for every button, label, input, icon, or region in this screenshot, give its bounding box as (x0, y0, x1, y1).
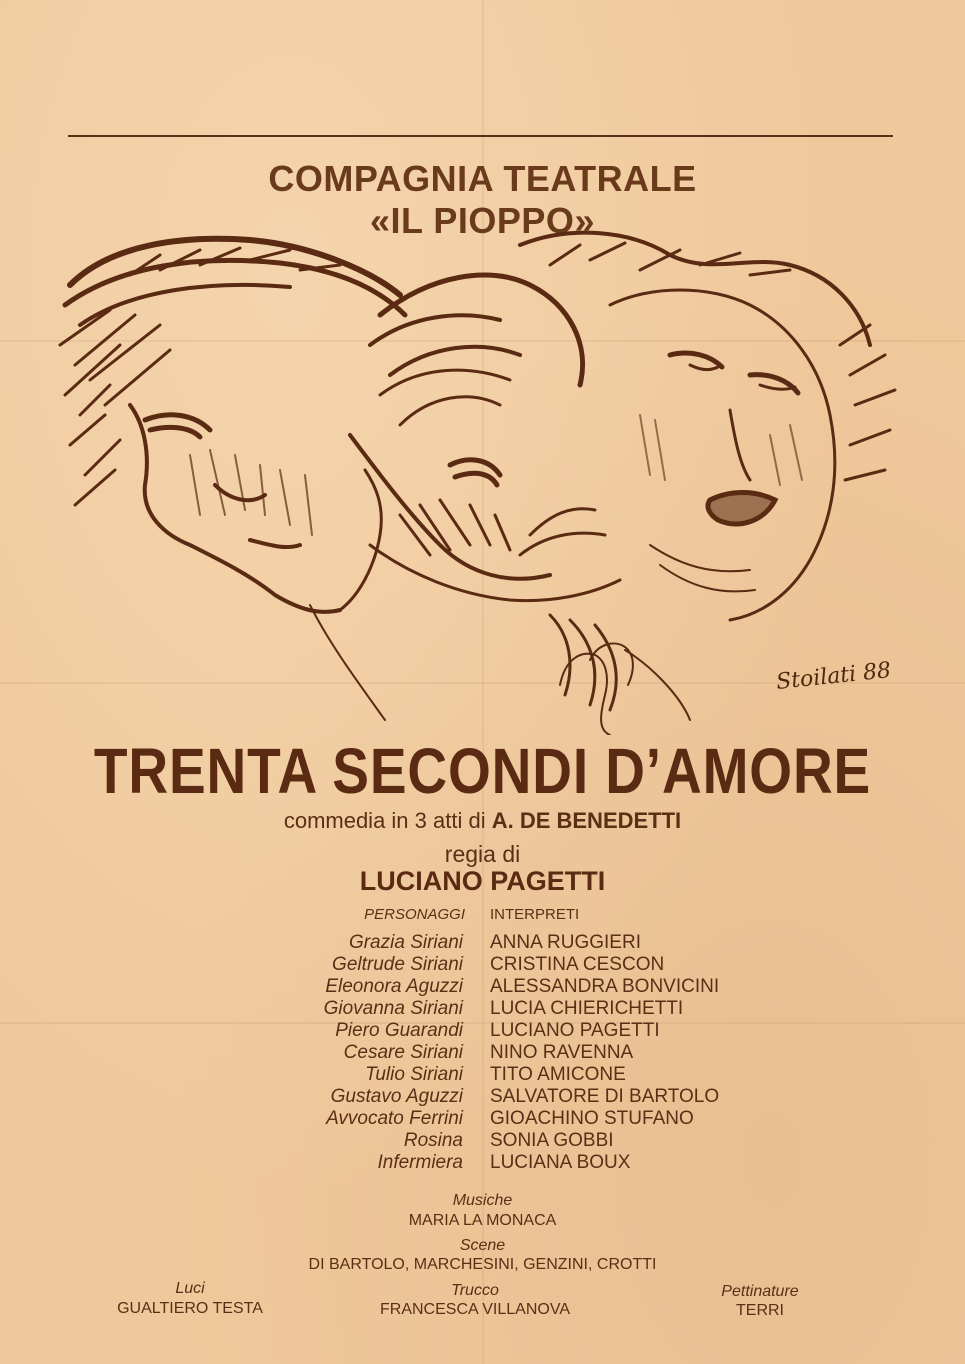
cast-row (0, 1108, 965, 1130)
cast-row (0, 1086, 965, 1108)
subtitle-prefix: commedia in 3 atti di (283, 808, 492, 833)
hair-credit: TERRI (736, 1302, 784, 1319)
top-rule (68, 135, 893, 137)
artist-signature: Stoilati 88 (775, 658, 893, 695)
makeup-label: Trucco (451, 1282, 499, 1299)
cast-row (0, 1064, 965, 1086)
character-name: Gustavo Aguzzi (330, 1086, 463, 1107)
direction-label: regia di (444, 841, 521, 867)
cast-row (0, 932, 965, 954)
character-name: Grazia Siriani (348, 932, 463, 953)
character-name: Giovanna Siriani (323, 998, 463, 1019)
actor-name: NINO RAVENNA (490, 1042, 634, 1063)
hair-label: Pettinature (721, 1283, 799, 1300)
actor-name: TITO AMICONE (490, 1064, 626, 1085)
scenes-credit: DI BARTOLO, MARCHESINI, GENZINI, CROTTI (308, 1256, 657, 1273)
actor-name: SONIA GOBBI (490, 1130, 614, 1151)
cast-header-actors: INTERPRETI (490, 906, 580, 923)
cast-row (0, 1042, 965, 1064)
character-name: Avvocato Ferrini (326, 1108, 463, 1129)
lights-credit: GUALTIERO TESTA (117, 1300, 263, 1317)
character-name: Rosina (403, 1130, 463, 1151)
lights-label: Luci (175, 1280, 205, 1297)
play-title: TRENTA SECONDI D’AMORE (93, 735, 872, 807)
cast-row (0, 976, 965, 998)
cast-row (0, 998, 965, 1020)
character-name: Geltrude Siriani (332, 954, 463, 975)
scenes-label: Scene (459, 1237, 506, 1254)
three-faces-ink-sketch-icon (50, 215, 910, 735)
actor-name: CRISTINA CESCON (490, 954, 665, 975)
play-subtitle (0, 808, 965, 834)
actor-name: ANNA RUGGIERI (490, 932, 641, 953)
character-name: Eleonora Aguzzi (325, 976, 463, 997)
actor-name: LUCIANA BOUX (490, 1152, 631, 1173)
actor-name: GIOACHINO STUFANO (490, 1108, 694, 1129)
music-credit: MARIA LA MONACA (408, 1212, 557, 1229)
actor-name: ALESSANDRA BONVICINI (490, 976, 720, 997)
author-name: A. DE BENEDETTI (491, 808, 682, 833)
company-name: COMPAGNIA TEATRALE (268, 158, 697, 199)
cast-row (0, 1020, 965, 1042)
music-label: Musiche (452, 1192, 513, 1209)
cast-row (0, 1152, 965, 1174)
actor-name: LUCIANO PAGETTI (490, 1020, 660, 1041)
character-name: Piero Guarandi (335, 1020, 463, 1041)
actor-name: SALVATORE DI BARTOLO (490, 1086, 720, 1107)
cast-header-characters: PERSONAGGI (364, 906, 465, 923)
cast-row (0, 954, 965, 976)
character-name: Infermiera (377, 1152, 463, 1173)
character-name: Cesare Siriani (343, 1042, 463, 1063)
cast-row (0, 1130, 965, 1152)
actor-name: LUCIA CHIERICHETTI (490, 998, 684, 1019)
company-subtitle: «IL PIOPPO» (370, 200, 595, 241)
director-name: LUCIANO PAGETTI (359, 866, 606, 896)
makeup-credit: FRANCESCA VILLANOVA (380, 1301, 570, 1318)
character-name: Tulio Siriani (365, 1064, 463, 1085)
